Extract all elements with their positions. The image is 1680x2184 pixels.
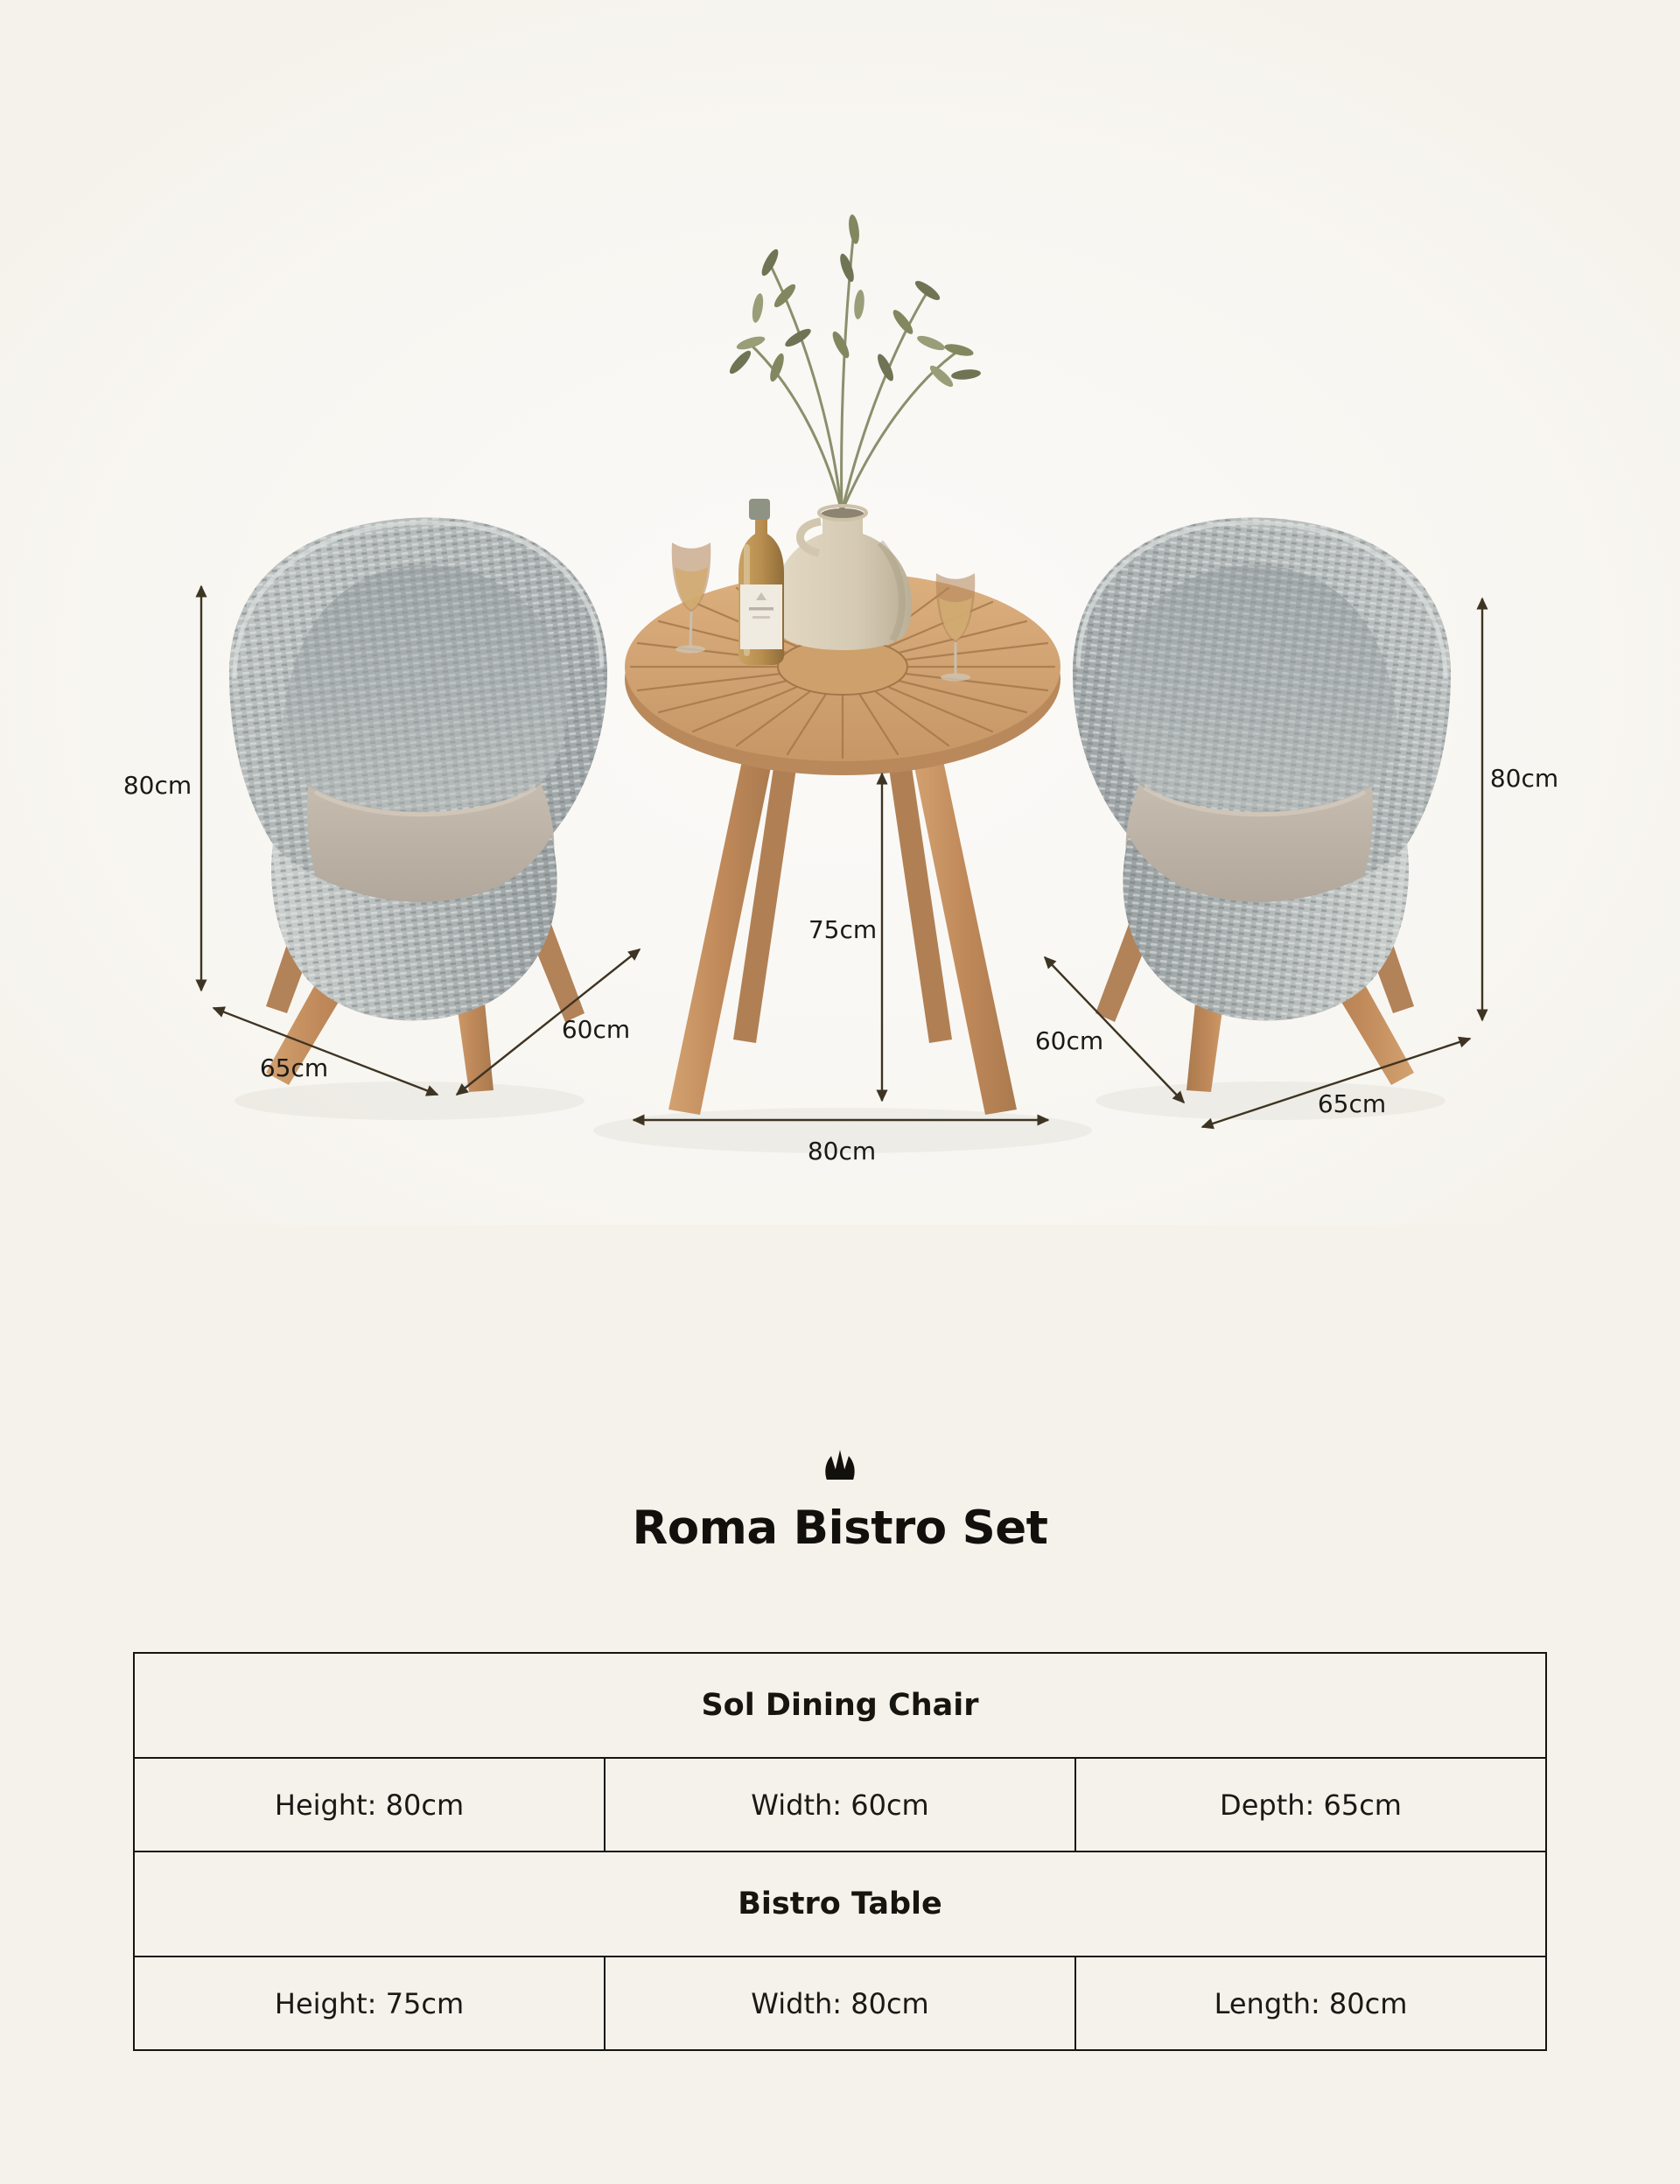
spec-cell-chair-width: Width: 60cm <box>604 1759 1074 1851</box>
spec-cell-chair-depth: Depth: 65cm <box>1074 1759 1545 1851</box>
brand-logo <box>0 1449 1680 1480</box>
dimension-label: 80cm <box>122 771 192 800</box>
spec-cell-table-height: Height: 75cm <box>274 1986 465 2020</box>
dimension-label: 75cm <box>808 915 878 944</box>
spec-cell-chair-height: Height: 80cm <box>274 1788 465 1822</box>
crown-icon <box>822 1449 858 1480</box>
dimension-label: 60cm <box>1034 1026 1104 1055</box>
spec-section-title-table: Bistro Table <box>135 1852 1545 1957</box>
left-chair-shadow <box>234 1082 584 1120</box>
table-row <box>135 1957 1545 2049</box>
product-title: Roma Bistro Set <box>632 1502 1048 1555</box>
dimension-label: 80cm <box>1489 764 1559 793</box>
spec-cell-table-width: Width: 80cm <box>604 1957 1074 2049</box>
spec-section-title-chair: Sol Dining Chair <box>135 1654 1545 1759</box>
dimension-label: 65cm <box>259 1054 329 1082</box>
dimension-label: 65cm <box>1317 1089 1387 1118</box>
spec-cell-table-length: Length: 80cm <box>1074 1957 1545 2049</box>
right-chair-shadow <box>1096 1082 1446 1120</box>
spec-table <box>133 1652 1547 2051</box>
dimension-label: 80cm <box>807 1137 877 1166</box>
table-row <box>135 1759 1545 1852</box>
dimension-label: 60cm <box>561 1015 631 1044</box>
